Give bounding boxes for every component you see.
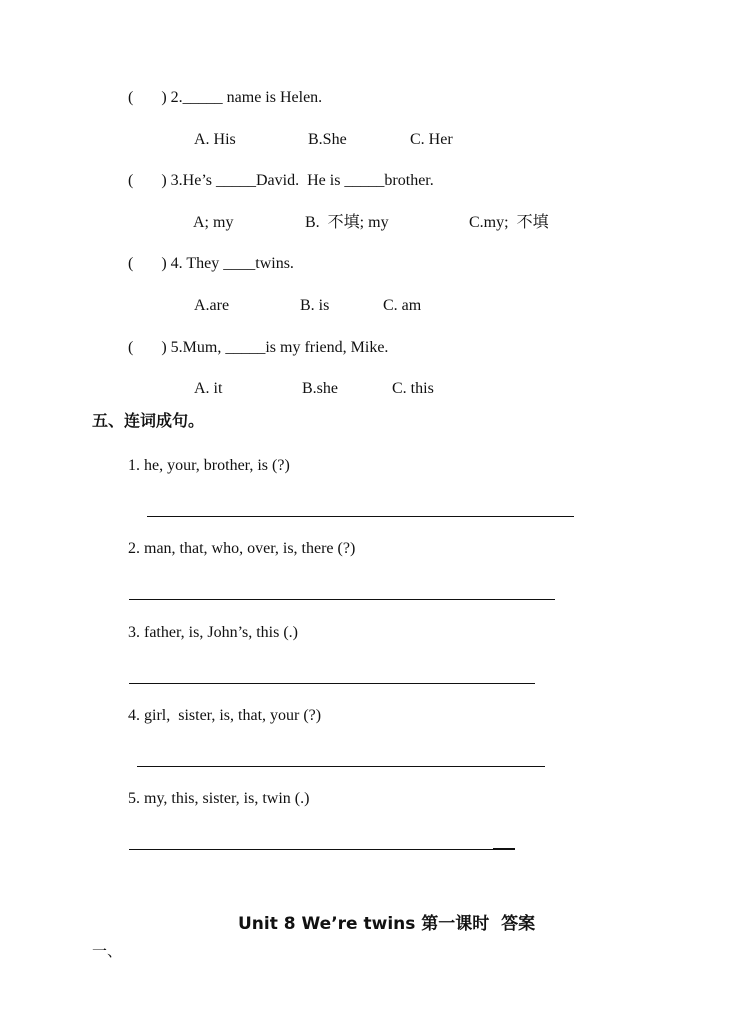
sentence-item-2: 2. man, that, who, over, is, there (?) — [128, 540, 356, 557]
q4-option-c: C. am — [383, 297, 422, 314]
answer-section-1: 一、 — [92, 944, 123, 960]
answer-line-1 — [147, 516, 574, 517]
question-2: ( ) 2._____ name is Helen. — [128, 89, 323, 106]
q2-option-a: A. His — [194, 131, 236, 148]
q2-option-c: C. Her — [410, 131, 453, 148]
answer-line-3 — [129, 683, 535, 684]
q5-option-b: B.she — [302, 380, 338, 397]
q5-option-a: A. it — [194, 380, 223, 397]
answer-line-4 — [137, 766, 545, 767]
question-5: ( ) 5.Mum, _____is my friend, Mike. — [128, 339, 389, 356]
q2-option-b: B.She — [308, 131, 347, 148]
sentence-item-3: 3. father, is, John’s, this (.) — [128, 624, 299, 641]
answer-line-2 — [129, 599, 555, 600]
q3-option-a: A; my — [193, 214, 234, 231]
q3-option-b: B. 不填; my — [305, 214, 389, 231]
question-3: ( ) 3.He’s _____David. He is _____brother. — [128, 172, 434, 189]
sentence-item-1: 1. he, your, brother, is (?) — [128, 457, 290, 474]
q4-option-a: A.are — [194, 297, 230, 314]
answer-line-5 — [129, 849, 493, 850]
answer-title: Unit 8 We’re twins 第一课时 答案 — [238, 914, 536, 934]
answer-line-5-tail — [493, 848, 515, 850]
sentence-item-5: 5. my, this, sister, is, twin (.) — [128, 790, 310, 807]
sentence-item-4: 4. girl, sister, is, that, your (?) — [128, 707, 322, 724]
section-5-heading: 五、连词成句。 — [92, 411, 205, 430]
q3-option-c: C.my; 不填 — [469, 214, 549, 231]
question-4: ( ) 4. They ____twins. — [128, 255, 294, 272]
q4-option-b: B. is — [300, 297, 330, 314]
q5-option-c: C. this — [392, 380, 434, 397]
